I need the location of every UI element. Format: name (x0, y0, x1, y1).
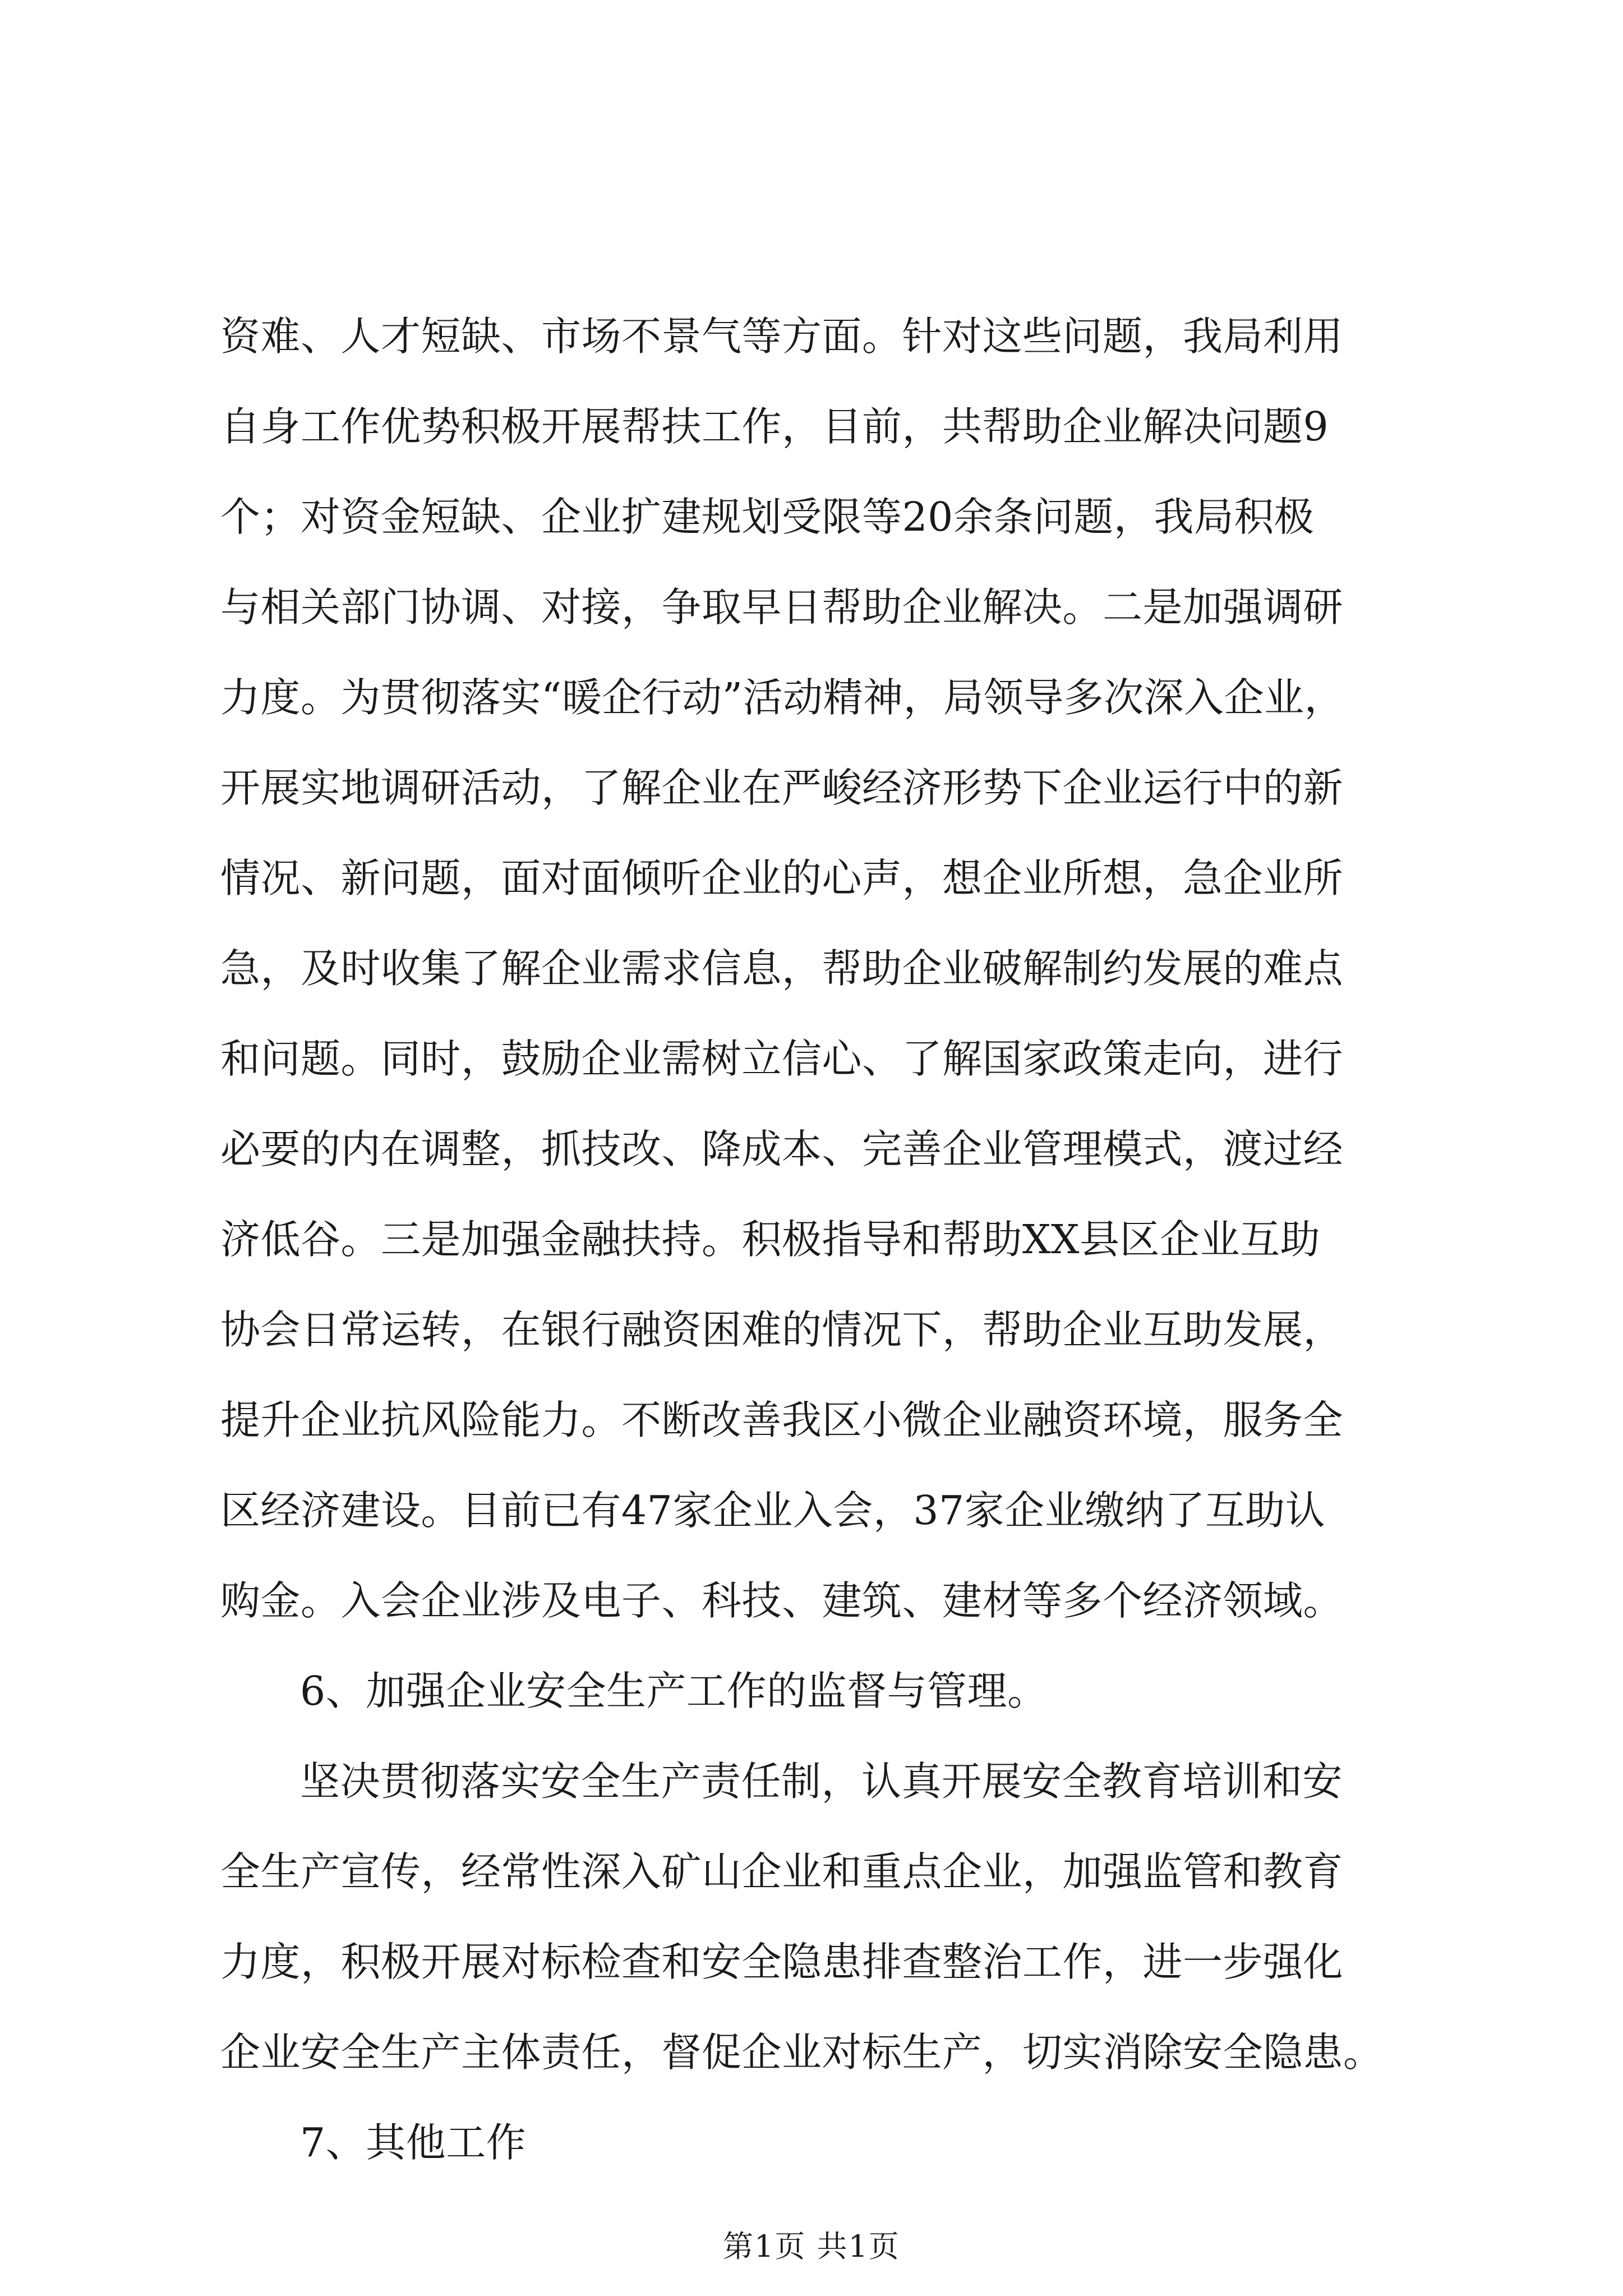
text-line: 必要的内在调整，抓技改、降成本、完善企业管理模式，渡过经 (220, 1126, 1344, 1172)
text-line: 资难、人才短缺、市场不景气等方面。针对这些问题，我局利用 (220, 313, 1344, 360)
section-heading: 7、其他工作 (300, 2119, 527, 2166)
text-line: 购金。入会企业涉及电子、科技、建筑、建材等多个经济领域。 (220, 1577, 1344, 1624)
text-line: 全生产宣传，经常性深入矿山企业和重点企业，加强监管和教育 (220, 1848, 1344, 1895)
text-line: 济低谷。三是加强金融扶持。积极指导和帮助XX县区企业互助 (220, 1216, 1321, 1263)
page-number-footer: 第1页 共1页 (723, 2229, 900, 2264)
text-line: 和问题。同时，鼓励企业需树立信心、了解国家政策走向，进行 (220, 1036, 1344, 1082)
text-line: 企业安全生产主体责任，督促企业对标生产，切实消除安全隐患。 (220, 2029, 1384, 2076)
text-line: 与相关部门协调、对接，争取早日帮助企业解决。二是加强调研 (220, 584, 1344, 631)
text-line: 力度。为贯彻落实“暖企行动”活动精神，局领导多次深入企业， (220, 674, 1345, 721)
section-heading: 6、加强企业安全生产工作的监督与管理。 (300, 1668, 1048, 1714)
text-line: 协会日常运转，在银行融资困难的情况下，帮助企业互助发展， (220, 1306, 1344, 1353)
text-line: 坚决贯彻落实安全生产责任制，认真开展安全教育培训和安 (300, 1758, 1343, 1805)
text-line: 个；对资金短缺、企业扩建规划受限等20余条问题，我局积极 (220, 494, 1315, 540)
text-line: 区经济建设。目前已有47家企业入会，37家企业缴纳了互助认 (220, 1487, 1326, 1534)
text-line: 自身工作优势积极开展帮扶工作，目前，共帮助企业解决问题9 (220, 403, 1329, 450)
text-line: 力度，积极开展对标检查和安全隐患排查整治工作，进一步强化 (220, 1939, 1344, 1985)
text-line: 急，及时收集了解企业需求信息，帮助企业破解制约发展的难点 (220, 945, 1344, 992)
text-line: 提升企业抗风险能力。不断改善我区小微企业融资环境，服务全 (220, 1397, 1344, 1443)
text-line: 开展实地调研活动，了解企业在严峻经济形势下企业运行中的新 (220, 765, 1344, 811)
text-line: 情况、新问题，面对面倾听企业的心声，想企业所想，急企业所 (220, 855, 1344, 901)
